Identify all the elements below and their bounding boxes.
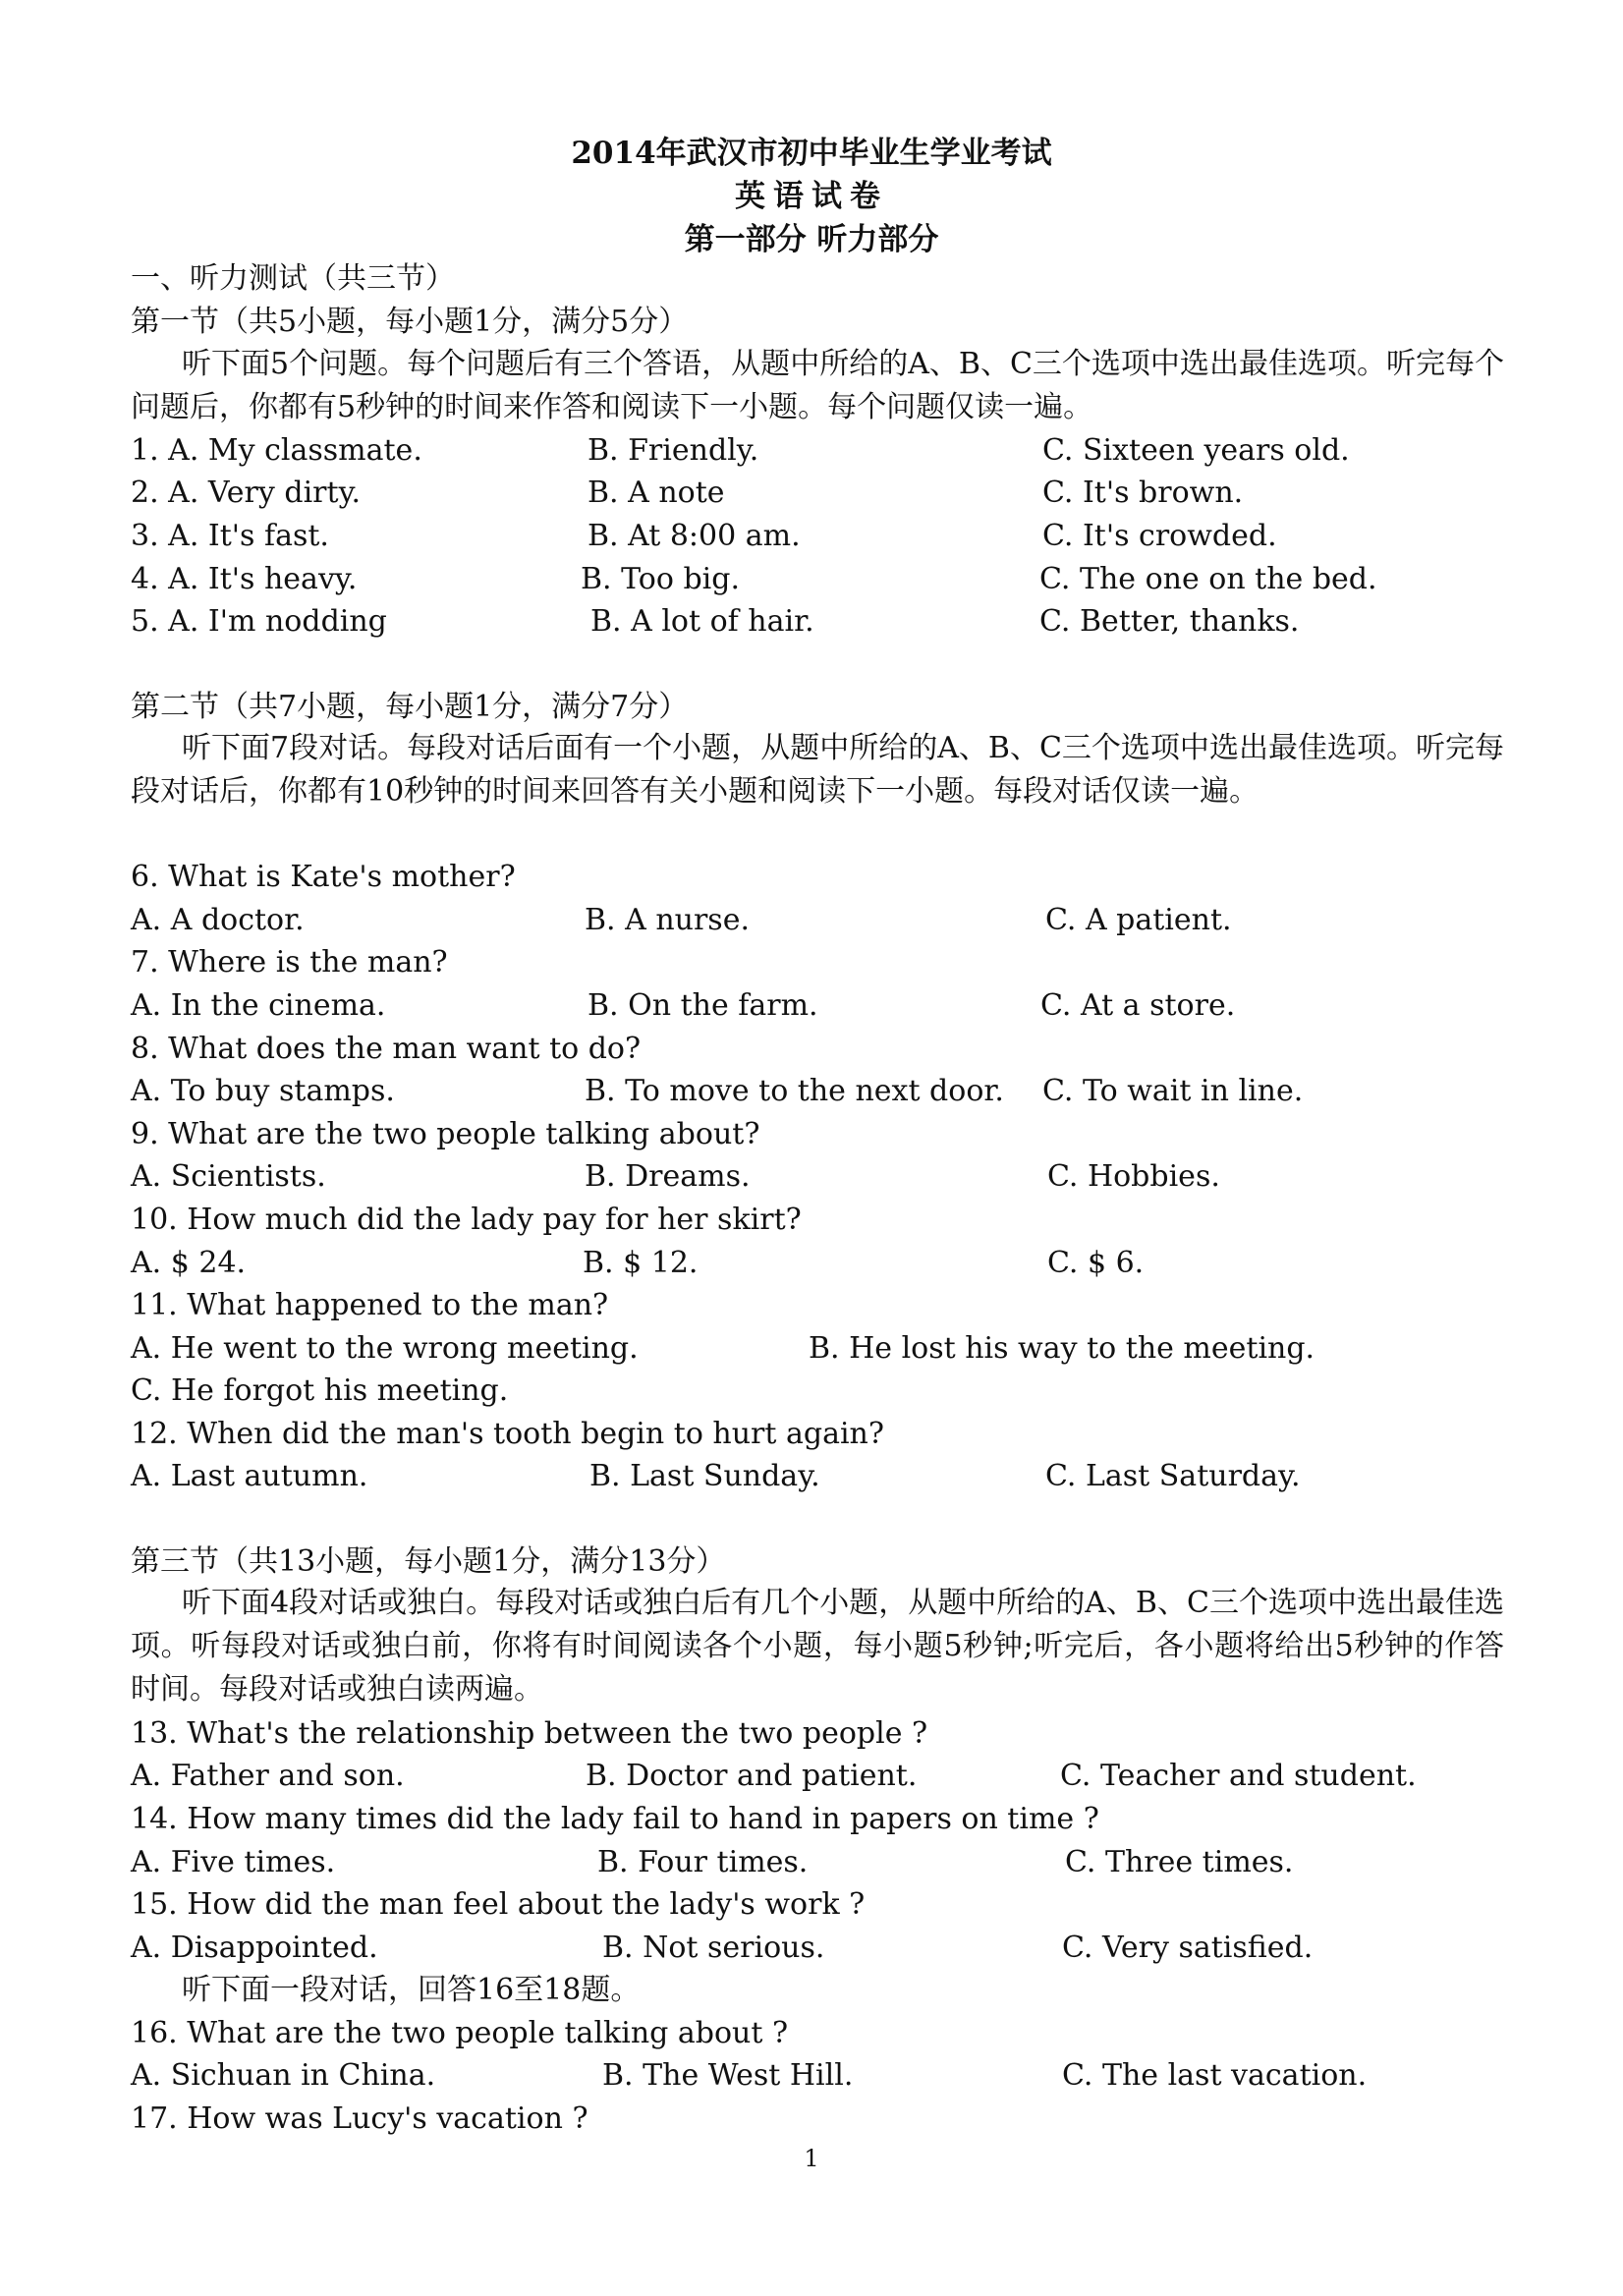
section1-instructions: 听下面5个问题。每个问题后有三个答语，从题中所给的A、B、C三个选项中选出最佳选项。听完每个问题后，你都有5秒钟的时间来作答和阅读下一小题。每个问题仅读一遍。 [131, 347, 1504, 424]
option-a: A. Scientists. [131, 1159, 326, 1194]
option-c: C. At a store. [1040, 988, 1236, 1023]
question-text: 16. What are the two people talking about ? [131, 2016, 789, 2050]
option-c: C. Hobbies. [1047, 1159, 1220, 1194]
page-number: 1 [804, 2145, 819, 2172]
option-c: C. He forgot his meeting. [131, 1373, 509, 1408]
question-text: 13. What's the relationship between the two people ? [131, 1716, 928, 1751]
option-c: C. Three times. [1065, 1845, 1294, 1879]
section3-instructions: 听下面4段对话或独白。每段对话或独白后有几个小题，从题中所给的A、B、C三个选项中选出最佳选项。听每段对话或独白前，你将有时间阅读各个小题，每小题5秒钟;听完后，各小题将给出5秒钟的作答时间。每段对话或独白读两遍。 [131, 1586, 1504, 1707]
section2-subheading: 第二节（共7小题，每小题1分，满分7分） [131, 690, 689, 724]
question-text: 15. How did the man feel about the lady's work ? [131, 1887, 866, 1922]
option-c: C. A patient. [1045, 903, 1232, 937]
option-b: B. Too big. [581, 562, 740, 596]
option-c: C. The last vacation. [1062, 2058, 1368, 2093]
option-b: B. Not serious. [602, 1931, 825, 1965]
section3-subheading: 第三节（共13小题，每小题1分，满分13分） [131, 1544, 726, 1579]
section1-subheading: 第一节（共5小题，每小题1分，满分5分） [131, 305, 689, 339]
exam-title: 2014年武汉市初中毕业生学业考试 [571, 136, 1052, 171]
option-c: C. The one on the bed. [1039, 562, 1377, 596]
option-a: A. Father and son. [131, 1759, 405, 1793]
option-a: A. Last autumn. [131, 1459, 368, 1493]
option-b: B. He lost his way to the meeting. [809, 1331, 1315, 1366]
option-b: B. Last Sunday. [589, 1459, 820, 1493]
option-a: A. In the cinema. [131, 988, 386, 1023]
section3-note: 听下面一段对话，回答16至18题。 [182, 1973, 641, 2007]
option-a: A. To buy stamps. [131, 1074, 395, 1108]
option-a: A. $ 24. [131, 1246, 247, 1280]
option-a: A. Disappointed. [131, 1931, 378, 1965]
question-text: 6. What is Kate's mother? [131, 860, 516, 894]
option-b: B. Four times. [597, 1845, 809, 1879]
option-b: B. $ 12. [583, 1246, 699, 1280]
option-b: B. The West Hill. [602, 2058, 854, 2093]
section2-instructions: 听下面7段对话。每段对话后面有一个小题，从题中所给的A、B、C三个选项中选出最佳选项。听完每段对话后，你都有10秒钟的时间来回答有关小题和阅读下一小题。每段对话仅读一遍。 [131, 731, 1504, 809]
option-b: B. Friendly. [588, 433, 759, 468]
question-text: 14. How many times did the lady fail to hand in papers on time ? [131, 1802, 1099, 1836]
option-a: A. Sichuan in China. [131, 2058, 436, 2093]
question-text: 7. Where is the man? [131, 945, 448, 980]
question-text: 17. How was Lucy's vacation ? [131, 2101, 588, 2136]
option-a: 2. A. Very dirty. [131, 476, 362, 510]
option-b: B. On the farm. [588, 988, 818, 1023]
part-heading: 第一部分 听力部分 [684, 222, 939, 257]
option-a: 3. A. It's fast. [131, 519, 329, 553]
option-a: A. He went to the wrong meeting. [131, 1331, 639, 1366]
option-c: C. Teacher and student. [1060, 1759, 1417, 1793]
question-text: 9. What are the two people talking about? [131, 1117, 760, 1151]
listening-heading: 一、听力测试（共三节） [131, 261, 455, 296]
question-text: 11. What happened to the man? [131, 1288, 609, 1322]
option-b: B. A nurse. [585, 903, 750, 937]
question-text: 10. How much did the lady pay for her skirt? [131, 1203, 802, 1237]
option-a: 5. A. I'm nodding [131, 604, 387, 639]
option-b: B. A note [588, 476, 725, 510]
option-b: B. At 8:00 am. [588, 519, 801, 553]
exam-subtitle: 英语试卷 [735, 179, 888, 214]
option-c: C. Better, thanks. [1039, 604, 1300, 639]
option-c: C. Very satisfied. [1062, 1931, 1314, 1965]
option-b: B. To move to the next door. [585, 1074, 1004, 1108]
option-b: B. Dreams. [585, 1159, 751, 1194]
option-c: C. It's brown. [1042, 476, 1244, 510]
option-c: C. To wait in line. [1042, 1074, 1304, 1108]
option-b: B. A lot of hair. [590, 604, 814, 639]
question-text: 8. What does the man want to do? [131, 1032, 642, 1066]
option-a: 4. A. It's heavy. [131, 562, 358, 596]
option-c: C. $ 6. [1047, 1246, 1145, 1280]
option-b: B. Doctor and patient. [586, 1759, 918, 1793]
option-a: A. Five times. [131, 1845, 336, 1879]
option-c: C. Sixteen years old. [1042, 433, 1350, 468]
option-c: C. Last Saturday. [1045, 1459, 1301, 1493]
question-text: 12. When did the man's tooth begin to hurt again? [131, 1417, 884, 1451]
option-a: A. A doctor. [131, 903, 305, 937]
option-a: 1. A. My classmate. [131, 433, 422, 468]
option-c: C. It's crowded. [1042, 519, 1277, 553]
